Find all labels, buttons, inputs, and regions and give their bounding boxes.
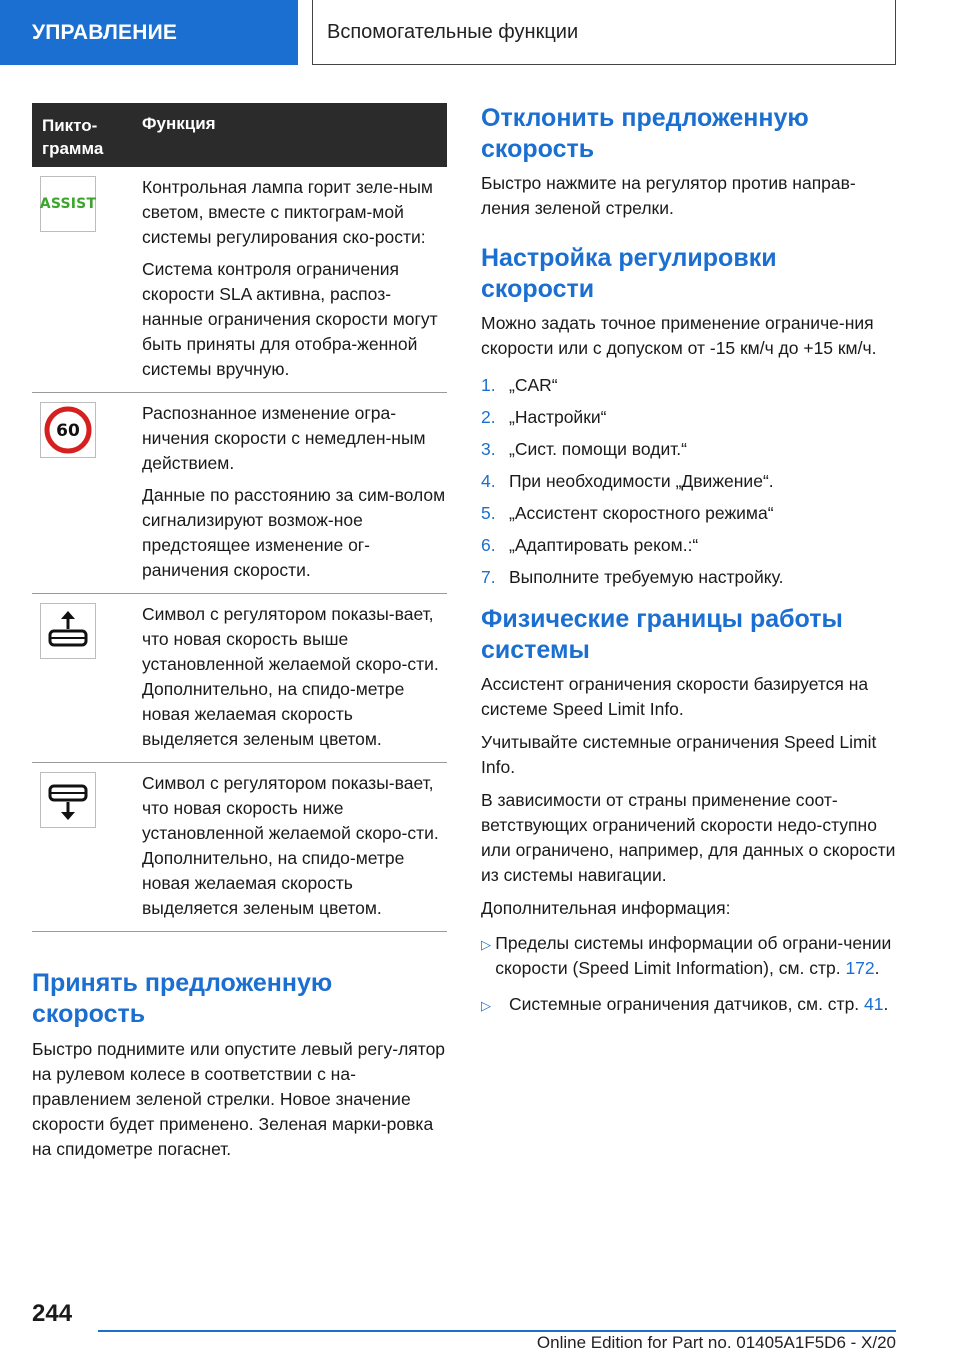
step-text: При необходимости „Движение“. xyxy=(509,471,774,491)
step-number: 7. xyxy=(481,567,496,587)
list-item xyxy=(481,469,896,494)
page-link[interactable]: 172 xyxy=(845,958,875,978)
section-text: Учитывайте системные ограничения Speed Limit Info. xyxy=(481,732,877,777)
section-text: Дополнительная информация: xyxy=(481,898,731,918)
reference-list xyxy=(481,931,896,1018)
table-header xyxy=(32,103,447,167)
table-row xyxy=(32,594,447,763)
step-text: „Ассистент скоростного режима“ xyxy=(509,503,774,523)
table-row xyxy=(32,763,447,932)
reference-end: . xyxy=(874,958,880,978)
speed-limit-sign-icon xyxy=(40,402,96,458)
step-number: 2. xyxy=(481,407,496,427)
section-text: Быстро нажмите на регулятор против направ-ления зеленой стрелки. xyxy=(481,173,856,218)
reference-text: Системные ограничения датчиков, см. стр. xyxy=(509,994,865,1014)
reference-end: . xyxy=(883,994,889,1014)
list-item xyxy=(481,565,896,590)
reference-text: Пределы системы информации об ограни-чении скорости (Speed Limit Information), см. стр. xyxy=(495,933,892,978)
section-title-reject: Отклонить предложенную скорость xyxy=(481,104,809,163)
section-accept-speed xyxy=(32,968,447,1162)
list-item xyxy=(481,501,896,526)
table-cell-text: Система контроля ограничения скорости SLA активна, распоз-нанные ограничения скорости могут быть приняты для отобра-женной системы вручную. xyxy=(142,259,438,379)
column-header-pictogram-line2: грамма xyxy=(42,139,104,158)
footer-divider xyxy=(98,1330,896,1332)
table-cell-text: Символ с регулятором показы-вает, что новая скорость выше установленной желаемой скоро-сти. Дополнительно, на спидо-метре новая желаемая скорость выделяется зеленым цветом. xyxy=(142,604,439,749)
list-item xyxy=(481,533,896,558)
header-chapter-title: Вспомогательные функции xyxy=(312,0,896,65)
list-item xyxy=(481,373,896,398)
page-number: 244 xyxy=(32,1300,73,1327)
table-row xyxy=(32,393,447,594)
step-text: „Сист. помощи водит.“ xyxy=(509,439,687,459)
section-text: Ассистент ограничения скорости базируется на системе Speed Limit Info. xyxy=(481,674,869,719)
step-number: 3. xyxy=(481,439,496,459)
pictogram-table xyxy=(32,103,447,932)
footer-edition: Online Edition for Part no. 01405A1F5D6 - X/20 xyxy=(536,1333,896,1352)
step-text: „CAR“ xyxy=(509,375,558,395)
table-cell-text: Распознанное изменение огра-ничения скорости с немедлен-ным действием. xyxy=(142,403,426,473)
section-title: Принять предложенную скорость xyxy=(32,969,333,1028)
step-number: 4. xyxy=(481,471,496,491)
steps-list xyxy=(481,373,896,590)
assist-icon-label: ASSIST xyxy=(39,196,97,212)
right-column xyxy=(481,103,896,1029)
table-cell-text: Контрольная лампа горит зеле-ным светом, вместе с пиктограм-мой системы регулирования ско-рости: xyxy=(142,177,433,247)
column-header-function: Функция xyxy=(142,114,216,133)
triangle-bullet-icon: ▷ xyxy=(481,998,491,1013)
step-number: 5. xyxy=(481,503,496,523)
step-number: 1. xyxy=(481,375,496,395)
lever-up-icon xyxy=(40,603,96,659)
assist-icon xyxy=(40,176,96,232)
list-item xyxy=(481,931,896,981)
step-text: „Адаптировать реком.:“ xyxy=(509,535,699,555)
column-header-pictogram xyxy=(32,103,142,167)
lever-down-icon xyxy=(40,772,96,828)
section-text: Быстро поднимите или опустите левый регу-лятор на рулевом колесе в соответствии с на-правлением зеленой стрелки. Новое значение скорости будет применено. Зеленая марки-ровка на спидометре погаснет. xyxy=(32,1039,446,1159)
step-text: „Настройки“ xyxy=(509,407,607,427)
section-title-settings: Настройка регулировки скорости xyxy=(481,244,777,303)
header-section-tab: УПРАВЛЕНИЕ xyxy=(0,0,298,65)
table-row xyxy=(32,167,447,393)
triangle-bullet-icon: ▷ xyxy=(481,937,491,952)
section-text: В зависимости от страны применение соот-ветствующих ограничений скорости недо-ступно или ограничено, например, для данных о скорости из системы навигации. xyxy=(481,790,896,885)
list-item xyxy=(481,405,896,430)
table-cell-text: Данные по расстоянию за сим-волом сигнализируют возмож-ное предстоящее изменение ог-раничения скорости. xyxy=(142,485,446,580)
table-cell-text: Символ с регулятором показы-вает, что новая скорость ниже установленной желаемой скоро-сти. Дополнительно, на спидо-метре новая желаемая скорость выделяется зеленым цветом. xyxy=(142,773,439,918)
section-text: Можно задать точное применение ограниче-ния скорости или с допуском от -15 км/ч до +15 км/ч. xyxy=(481,313,877,358)
list-item xyxy=(481,437,896,462)
section-title-limits: Физические границы работы системы xyxy=(481,605,843,664)
step-text: Выполните требуемую настройку. xyxy=(509,567,784,587)
speed-limit-value: 60 xyxy=(56,421,80,441)
step-number: 6. xyxy=(481,535,496,555)
column-header-pictogram-line1: Пикто- xyxy=(42,116,98,135)
list-item xyxy=(481,992,896,1018)
page-link[interactable]: 41 xyxy=(864,994,884,1014)
